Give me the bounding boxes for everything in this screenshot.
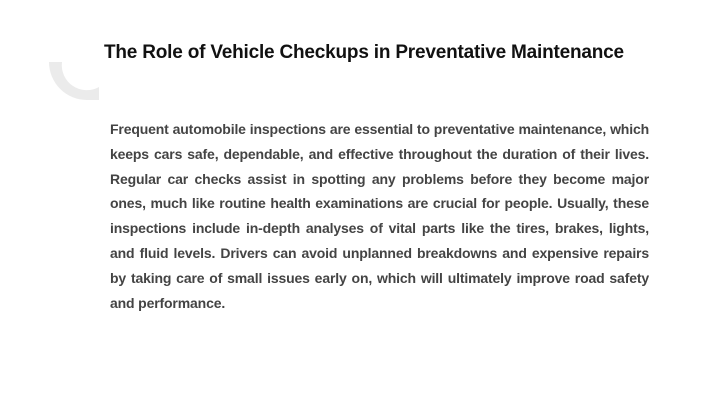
slide-title: The Role of Vehicle Checkups in Preventative Maintenance [104,42,624,63]
decorative-quarter-ring [49,50,99,100]
slide-body-text: Frequent automobile inspections are essential to preventative maintenance, which keeps cars safe, dependable, and effective throughout the duration of their lives. Regular car checks assist in spotting any problems before they become major ones, much like routine health examinations are crucial for people. Usually, these inspections include in-depth analyses of vital parts like the tires, brakes, lights, and fluid levels. Drivers can avoid unplanned breakdowns and expensive repairs by taking care of small issues early on, which will ultimately improve road safety and performance. [110,121,649,311]
